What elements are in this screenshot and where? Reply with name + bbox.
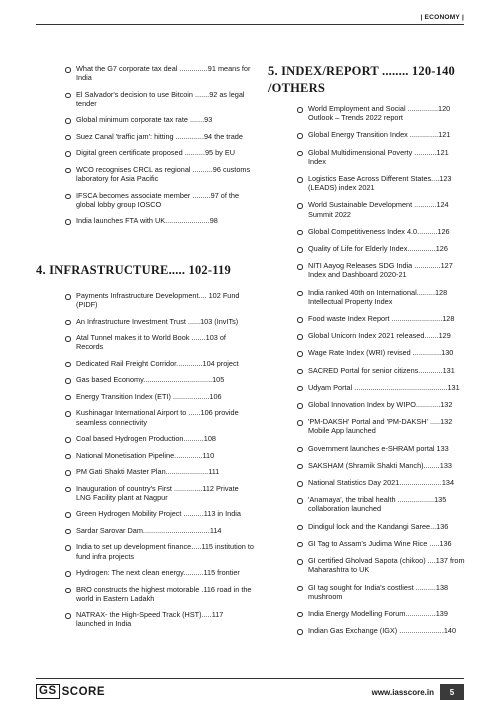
toc-item [296, 478, 468, 487]
toc-item-text: World Employment and Social ...............120 Outlook – Trends 2022 report [308, 104, 451, 123]
toc-item [296, 174, 468, 192]
toc-item [64, 90, 254, 108]
left-column-bottom [64, 291, 254, 636]
toc-item-text: Global Energy Transition Index ..............121 [308, 130, 451, 140]
toc-item [64, 610, 254, 628]
toc-item [64, 451, 254, 460]
logo-score-text: SCORE [61, 685, 106, 698]
toc-item-text: Logistics Ease Across Different States....123 (LEADS) index 2021 [308, 174, 452, 193]
toc-item [64, 585, 254, 603]
toc-item [296, 400, 468, 409]
toc-item-text: Hydrogen: The next clean energy..........115 frontier [76, 568, 240, 578]
toc-item-text: El Salvador's decision to use Bitcoin .......92 as legal tender [76, 89, 245, 108]
toc-item-text: Global minimum corporate tax rate .......93 [76, 115, 213, 125]
toc-item [64, 509, 254, 518]
right-column [296, 104, 468, 643]
toc-item-text: Indian Gas Exchange (IGX) ......................140 [308, 626, 457, 636]
toc-item-text: Udyam Portal ..............................................131 [308, 382, 460, 392]
toc-item-text: 'PM-DAKSH' Portal and 'PM-DAKSH' .....132 Mobile App launched [308, 417, 453, 436]
section-heading-infrastructure: 4. INFRASTRUCTURE..... 102-119 [36, 263, 231, 277]
toc-item-text: Inauguration of country's First ..............112 Private LNG Facility plant at Nagpur [76, 483, 239, 502]
toc-item [296, 417, 468, 435]
toc-item-text: Food waste Index Report .........................128 [308, 314, 455, 324]
toc-item [296, 244, 468, 253]
toc-item [64, 132, 254, 141]
toc-item-text: BRO constructs the highest motorable .116 road in the world in Eastern Ladakh [76, 584, 252, 603]
toc-item-text: Wage Rate Index (WRI) revised ..............130 [308, 348, 454, 358]
toc-item [296, 583, 468, 601]
toc-item [64, 484, 254, 502]
toc-item [296, 288, 468, 306]
toc-item-text: National Monetisation Pipeline..............110 [76, 450, 215, 460]
toc-item [64, 64, 254, 82]
toc-item [296, 461, 468, 470]
toc-item [64, 115, 254, 124]
toc-item [296, 556, 468, 574]
left-column-top [64, 64, 254, 233]
toc-item-text: Energy Transition Index (ETI) ..................106 [76, 391, 222, 401]
footer-rule [36, 678, 464, 679]
toc-item [64, 526, 254, 535]
toc-item-text: 'Anamaya', the tribal health ..................135 collaboration launched [308, 495, 447, 514]
toc-item [296, 348, 468, 357]
toc-item-text: Global Innovation Index by WIPO............132 [308, 400, 453, 410]
toc-item-text: India ranked 40th on International.........128 Intellectual Property Index [308, 287, 448, 306]
header-rule [36, 24, 464, 25]
toc-item [296, 444, 468, 453]
toc-item [64, 191, 254, 209]
toc-item-text: An Infrastructure Investment Trust ......103 (InvITs) [76, 316, 239, 326]
toc-item [296, 366, 468, 375]
toc-item-text: NATRAX- the High-Speed Track (HST).....117 launched in India [76, 610, 224, 629]
toc-item [296, 539, 468, 548]
toc-item [64, 148, 254, 157]
toc-item-text: Digital green certificate proposed ..........95 by EU [76, 148, 235, 158]
toc-item [296, 522, 468, 531]
toc-item-text: Payments Infrastructure Development.... 102 Fund (PIDF) [76, 291, 240, 310]
toc-item-text: Quality of Life for Elderly Index..............126 [308, 244, 448, 254]
toc-item [64, 359, 254, 368]
toc-item-text: WCO recognises CRCL as regional ..........96 customs laboratory for Asia Pacific [76, 164, 251, 184]
toc-item-text: India Energy Modelling Forum...............139 [308, 608, 448, 618]
toc-item-text: Global Unicorn Index 2021 released.......129 [308, 331, 451, 341]
toc-item [64, 291, 254, 309]
toc-item-text: NITI Aayog Releases SDG India .............127 Index and Dashboard 2020-21 [308, 261, 453, 280]
toc-item-text: Atal Tunnel makes it to World Book .......103 of Records [76, 333, 226, 352]
toc-item-text: Sardar Sarovar Dam.................................114 [76, 525, 222, 535]
toc-item [64, 317, 254, 326]
toc-item-text: Coal based Hydrogen Production..........108 [76, 434, 216, 444]
toc-item [296, 148, 468, 166]
toc-item-text: Kushinagar International Airport to ......106 provide seamless connectivity [76, 408, 239, 427]
toc-item-text: Global Multidimensional Poverty ...........121 Index [308, 147, 449, 166]
toc-item [296, 130, 468, 139]
toc-item [296, 314, 468, 323]
toc-item [64, 542, 254, 560]
toc-item-text: GI Tag to Assam's Judima Wine Rice .....136 [308, 538, 452, 548]
toc-item [64, 165, 254, 183]
toc-item-text: World Sustainable Development ...........124 Summit 2022 [308, 200, 449, 219]
toc-item-text: IFSCA becomes associate member .........97 of the global lobby group IOSCO [76, 190, 240, 209]
toc-item [296, 331, 468, 340]
toc-item [296, 626, 468, 635]
toc-item-text: Dedicated Rail Freight Corridor.............104 project [76, 358, 239, 368]
toc-item-text: Dindigul lock and the Kandangi Saree...136 [308, 521, 449, 531]
toc-item-text: GI certified Gholvad Sapota (chikoo) ....137 from Maharashtra to UK [308, 556, 465, 575]
toc-item [64, 375, 254, 384]
toc-item-text: India to set up development finance.....115 institution to fund infra projects [76, 542, 254, 561]
toc-item-text: Government launches e-SHRAM portal 133 [308, 443, 449, 453]
section-heading-index-report: 5. INDEX/REPORT ........ 120-140 /OTHERS [268, 64, 455, 95]
toc-item [64, 408, 254, 426]
header-tag: | ECONOMY | [420, 14, 464, 21]
toc-item [64, 467, 254, 476]
toc-item-text: National Statistics Day 2021.....................134 [308, 478, 455, 488]
toc-item-text: Global Competitiveness Index 4.0..........126 [308, 226, 450, 236]
toc-item [64, 333, 254, 351]
toc-item [64, 568, 254, 577]
toc-item [64, 434, 254, 443]
toc-item [296, 227, 468, 236]
gs-score-logo [36, 684, 105, 699]
toc-item [296, 495, 468, 513]
toc-item-text: GI tag sought for India's costliest ..........138 mushroom [308, 582, 449, 601]
toc-item [296, 261, 468, 279]
toc-item-text: What the G7 corporate tax deal ..............91 means for India [76, 64, 251, 83]
footer-url[interactable]: www.iasscore.in [371, 688, 434, 697]
toc-item-text: SAKSHAM (Shramik Shakti Manch)........133 [308, 460, 452, 470]
toc-item [64, 392, 254, 401]
logo-gs-box: GS [36, 684, 60, 699]
toc-item-text: Gas based Economy..................................105 [76, 375, 225, 385]
toc-item-text: Green Hydrogen Mobility Project ..........113 in India [76, 509, 241, 519]
toc-item [296, 383, 468, 392]
page-number: 5 [440, 684, 464, 700]
toc-item-text: Suez Canal 'traffic jam': hitting ..............94 the trade [76, 131, 243, 141]
toc-item-text: PM Gati Shakti Master Plan.....................111 [76, 467, 220, 477]
toc-item-text: SACRED Portal for senior citizens............131 [308, 365, 455, 375]
toc-item [64, 216, 254, 225]
toc-item [296, 609, 468, 618]
toc-item [296, 200, 468, 218]
toc-item-text: India launches FTA with UK......................98 [76, 216, 218, 226]
toc-item [296, 104, 468, 122]
